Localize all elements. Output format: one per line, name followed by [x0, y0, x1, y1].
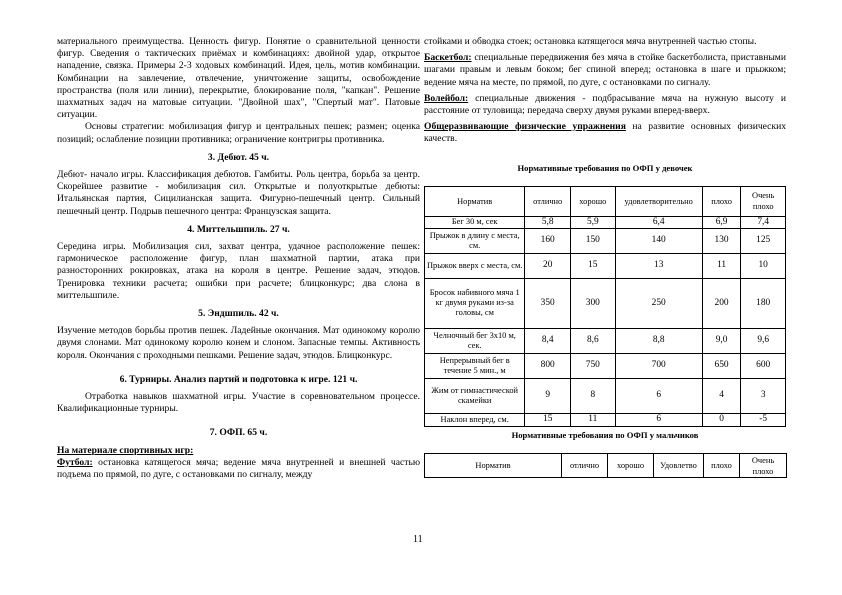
table-header-cell: Очень плохо: [741, 186, 786, 216]
table-header-cell: Удовлетво: [654, 454, 704, 478]
norm-value-cell: 650: [702, 353, 741, 378]
table-header-cell: плохо: [704, 454, 740, 478]
paragraph-football-cont: стойками и обводка стоек; остановка катящегося мяча внутренней частью стопы.: [424, 36, 757, 47]
left-column: [57, 36, 420, 481]
norm-value-cell: 10: [741, 253, 786, 278]
volleyball-text: специальные движения - подбрасывание мяча на нужную высоту и расстояние от туловища; передача сверху двумя руками вперед-вверх.: [424, 92, 786, 117]
norm-value-cell: 140: [615, 228, 702, 253]
table-header-cell: хорошо: [571, 186, 616, 216]
norm-value-cell: 700: [615, 353, 702, 378]
norm-value-cell: 11: [571, 413, 616, 426]
norm-value-cell: 200: [702, 278, 741, 328]
table-boys-title: Нормативные требования по ОФП у мальчиков: [511, 429, 699, 440]
heading-tournaments: 6. Турниры. Анализ партий и подготовка к игре. 121 ч.: [119, 373, 358, 385]
norm-value-cell: 750: [571, 353, 616, 378]
norm-value-cell: 8: [571, 378, 616, 413]
norm-value-cell: 8,6: [571, 328, 616, 353]
general-exercises-label: Общеразвивающие физические упражнения: [424, 121, 626, 133]
table-row: [425, 328, 786, 353]
norm-value-cell: 8,4: [525, 328, 571, 353]
norm-name-cell: Непрерывный бег в течение 5 мин., м: [425, 353, 525, 378]
football-text: остановка катящегося мяча; ведение мяча внутренней и внешней частью подъема по прямой, по дуге, с остановками по сигналу, между: [57, 456, 420, 481]
norm-value-cell: 350: [525, 278, 571, 328]
basketball-text: специальные передвижения без мяча в стойке баскетболиста, приставными шагами правым и левым боком; бег спиной вперед; остановка в шаге и прыжком; ведение мяча на месте, по прямой, по дуге, с остановками по сигналу.: [424, 52, 786, 88]
norm-value-cell: 9: [525, 378, 571, 413]
norm-value-cell: 13: [615, 253, 702, 278]
table-header-row: [425, 454, 787, 478]
table-header-cell: отлично: [562, 454, 608, 478]
table-girls: [424, 186, 786, 427]
norm-value-cell: 7,4: [741, 216, 786, 228]
right-column: [424, 36, 786, 478]
table-header-cell: удовлетворительно: [615, 186, 702, 216]
general-exercises-text: на развитие основных физических качеств.: [424, 121, 786, 145]
norm-name-cell: Прыжок вверх с места, см.: [425, 253, 525, 278]
table-girls-title: Нормативные требования по ОФП у девочек: [517, 162, 693, 173]
norm-value-cell: 15: [571, 253, 616, 278]
paragraph-basketball: [424, 52, 786, 89]
page-number: 11: [413, 534, 423, 545]
norm-value-cell: 9,6: [741, 328, 786, 353]
norm-value-cell: 180: [741, 278, 786, 328]
norm-value-cell: 11: [702, 253, 741, 278]
table-header-cell: Очень плохо: [740, 454, 787, 478]
norm-value-cell: 3: [741, 378, 786, 413]
paragraph-sport-games: На материале спортивных игр:: [57, 444, 194, 456]
table-row: [425, 278, 786, 328]
table-row: [425, 253, 786, 278]
table-header-cell: отлично: [525, 186, 571, 216]
norm-value-cell: 0: [702, 413, 741, 426]
norm-value-cell: 160: [525, 228, 571, 253]
paragraph-tactics: материального преимущества. Ценность фигур. Понятие о сравнительной ценности фигур. Сведения о тактических приёмах и комбинациях: двойной удар, открытое нападение, связка. Примеры 2-3 ходовых комбинаций. Идея, цель, мотив комбинации. Комбинации на завлечение, отвлечение, уничтожение защиты, освобождение пространства (поля или линии), перекрытие, блокирование поля, "капкан". Решение шахматных задач на матовые ситуации. "Двойной шах", "Спертый мат". Патовые ситуации.: [57, 36, 420, 121]
norm-name-cell: Бег 30 м, сек: [425, 216, 525, 228]
norm-value-cell: 6,9: [702, 216, 741, 228]
table-header-cell: плохо: [702, 186, 741, 216]
heading-ofp: 7. ОФП. 65 ч.: [209, 427, 268, 439]
paragraph-general-exercises: [424, 121, 786, 145]
heading-middlegame: 4. Миттельшпиль. 27 ч.: [187, 223, 290, 235]
table-row: [425, 216, 786, 228]
football-label: Футбол:: [57, 456, 93, 468]
table-header-cell: хорошо: [608, 454, 654, 478]
table-header-cell: Норматив: [425, 186, 525, 216]
norm-value-cell: 9,0: [702, 328, 741, 353]
norm-value-cell: 125: [741, 228, 786, 253]
table-header-row: [425, 186, 786, 216]
norm-name-cell: Наклон вперед, см.: [425, 413, 525, 426]
norm-value-cell: 150: [571, 228, 616, 253]
table-row: [425, 353, 786, 378]
norm-value-cell: 20: [525, 253, 571, 278]
norm-value-cell: 8,8: [615, 328, 702, 353]
norm-name-cell: Жим от гимнастической скамейки: [425, 378, 525, 413]
basketball-label: Баскетбол:: [424, 52, 472, 64]
paragraph-strategy: Основы стратегии: мобилизация фигур и центральных пешек; размен; оценка позиций; ослабление позиции противника; ограничение контригры противника.: [57, 121, 420, 145]
table-boys: [424, 453, 787, 478]
norm-value-cell: 800: [525, 353, 571, 378]
norm-value-cell: 4: [702, 378, 741, 413]
table-row: [425, 413, 786, 426]
table-header-cell: Норматив: [425, 454, 562, 478]
paragraph-middlegame: Середина игры. Мобилизация сил, захват центра, удачное расположение пешек: гармоническое расположение фигур, план шахматной партии, атака при разносторонних рокировках, атака на короля в центре. Решение задач, этюдов. Тренировка техники расчета; ошибки при расчете; блицконкурс; два слона в миттельшпиле.: [57, 241, 420, 301]
paragraph-tournaments: Отработка навыков шахматной игры. Участие в соревновательном процессе. Квалификационные турниры.: [57, 391, 420, 415]
norm-name-cell: Бросок набивного мяча 1 кг двумя руками из-за головы, см: [425, 278, 525, 328]
norm-value-cell: 5,9: [571, 216, 616, 228]
norm-value-cell: 600: [741, 353, 786, 378]
volleyball-label: Волейбол:: [424, 92, 469, 104]
norm-value-cell: 15: [525, 413, 571, 426]
norm-value-cell: 5,8: [525, 216, 571, 228]
heading-endgame: 5. Эндшпиль. 42 ч.: [198, 308, 279, 320]
paragraph-endgame: Изучение методов борьбы против пешек. Ладейные окончания. Мат одинокому королю двумя слонами. Мат одинокому королю конем и слоном. Запасные темпы. Активность короля. Окончания с проходными пешками. Решение задач, этюдов. Блицконкурс.: [57, 325, 420, 361]
norm-name-cell: Прыжок в длину с места, см.: [425, 228, 525, 253]
paragraph-debut: Дебют- начало игры. Классификация дебютов. Гамбиты. Роль центра, борьба за центр. Скорейшее развитие - мобилизация сил. Открытые и полуоткрытые дебюты: Итальянская партия, Сицилианская защита. Фигурно-пешечный центр. Сильный пешечный центр. Подрыв пешечного центра: Французская защита.: [57, 169, 420, 217]
norm-value-cell: 6: [615, 378, 702, 413]
norm-name-cell: Челночный бег 3х10 м, сек.: [425, 328, 525, 353]
paragraph-volleyball: [424, 93, 786, 117]
heading-debut: 3. Дебют. 45 ч.: [207, 151, 270, 163]
norm-value-cell: 300: [571, 278, 616, 328]
norm-value-cell: 250: [615, 278, 702, 328]
table-row: [425, 378, 786, 413]
norm-value-cell: 6: [615, 413, 702, 426]
norm-value-cell: 6,4: [615, 216, 702, 228]
norm-value-cell: 130: [702, 228, 741, 253]
norm-value-cell: -5: [741, 413, 786, 426]
table-row: [425, 228, 786, 253]
paragraph-football: [57, 457, 420, 481]
